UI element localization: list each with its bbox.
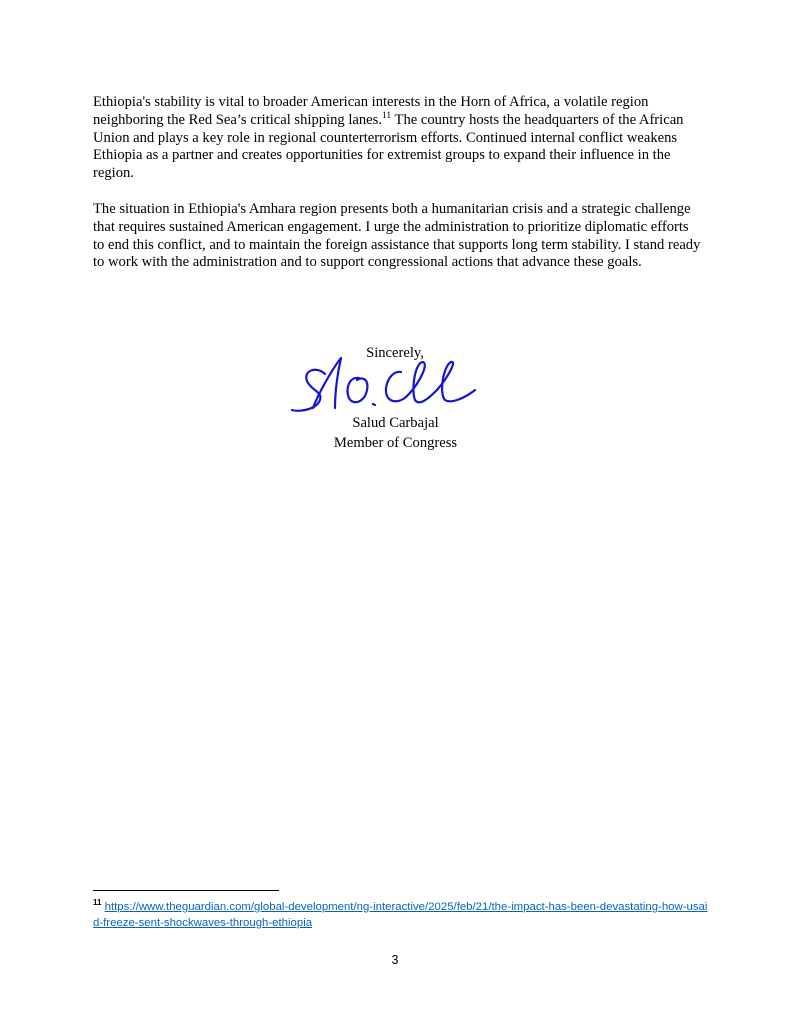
signer-title: Member of Congress [333, 435, 458, 451]
signer-name: Salud Carbajal [352, 415, 439, 431]
footnote-number: 11 [93, 898, 102, 908]
body-paragraph-stability [93, 94, 703, 183]
body-paragraph-amhara: The situation in Ethiopia's Amhara region presents both a humanitarian crisis and a strategic challenge that requires sustained American engagement. I urge the administration to prioritize diplomatic efforts to end this conflict, and to maintain the foreign assistance that supports long term stability. I stand ready to work with the administration and to support congressional actions that advance these goals. [93, 201, 701, 271]
closing-salutation: Sincerely, [366, 345, 424, 361]
paragraph-text: Ethiopia's stability is vital to broader American interests in the Horn of Africa, a volatile region neighboring the Red Sea’s critical shipping lanes. [93, 94, 649, 128]
footnote-separator [93, 890, 279, 891]
paragraph-text-continued: The country hosts the headquarters of the African Union and plays a key role in regional counterterrorism efforts. Continued internal conflict weakens Ethiopia as a partner and creates opportunities for extremist groups to expand their influence in the region. [93, 111, 684, 182]
footnote-link[interactable]: https://www.theguardian.com/global-development/ng-interactive/2025/feb/21/the-impact-has-been-devastating-how-usaid-freeze-sent-shockwaves-through-ethiopia [93, 901, 708, 929]
footnote [93, 899, 713, 931]
page-number: 3 [391, 953, 399, 967]
footnote-reference: 11 [381, 110, 392, 121]
handwritten-signature [289, 354, 479, 416]
